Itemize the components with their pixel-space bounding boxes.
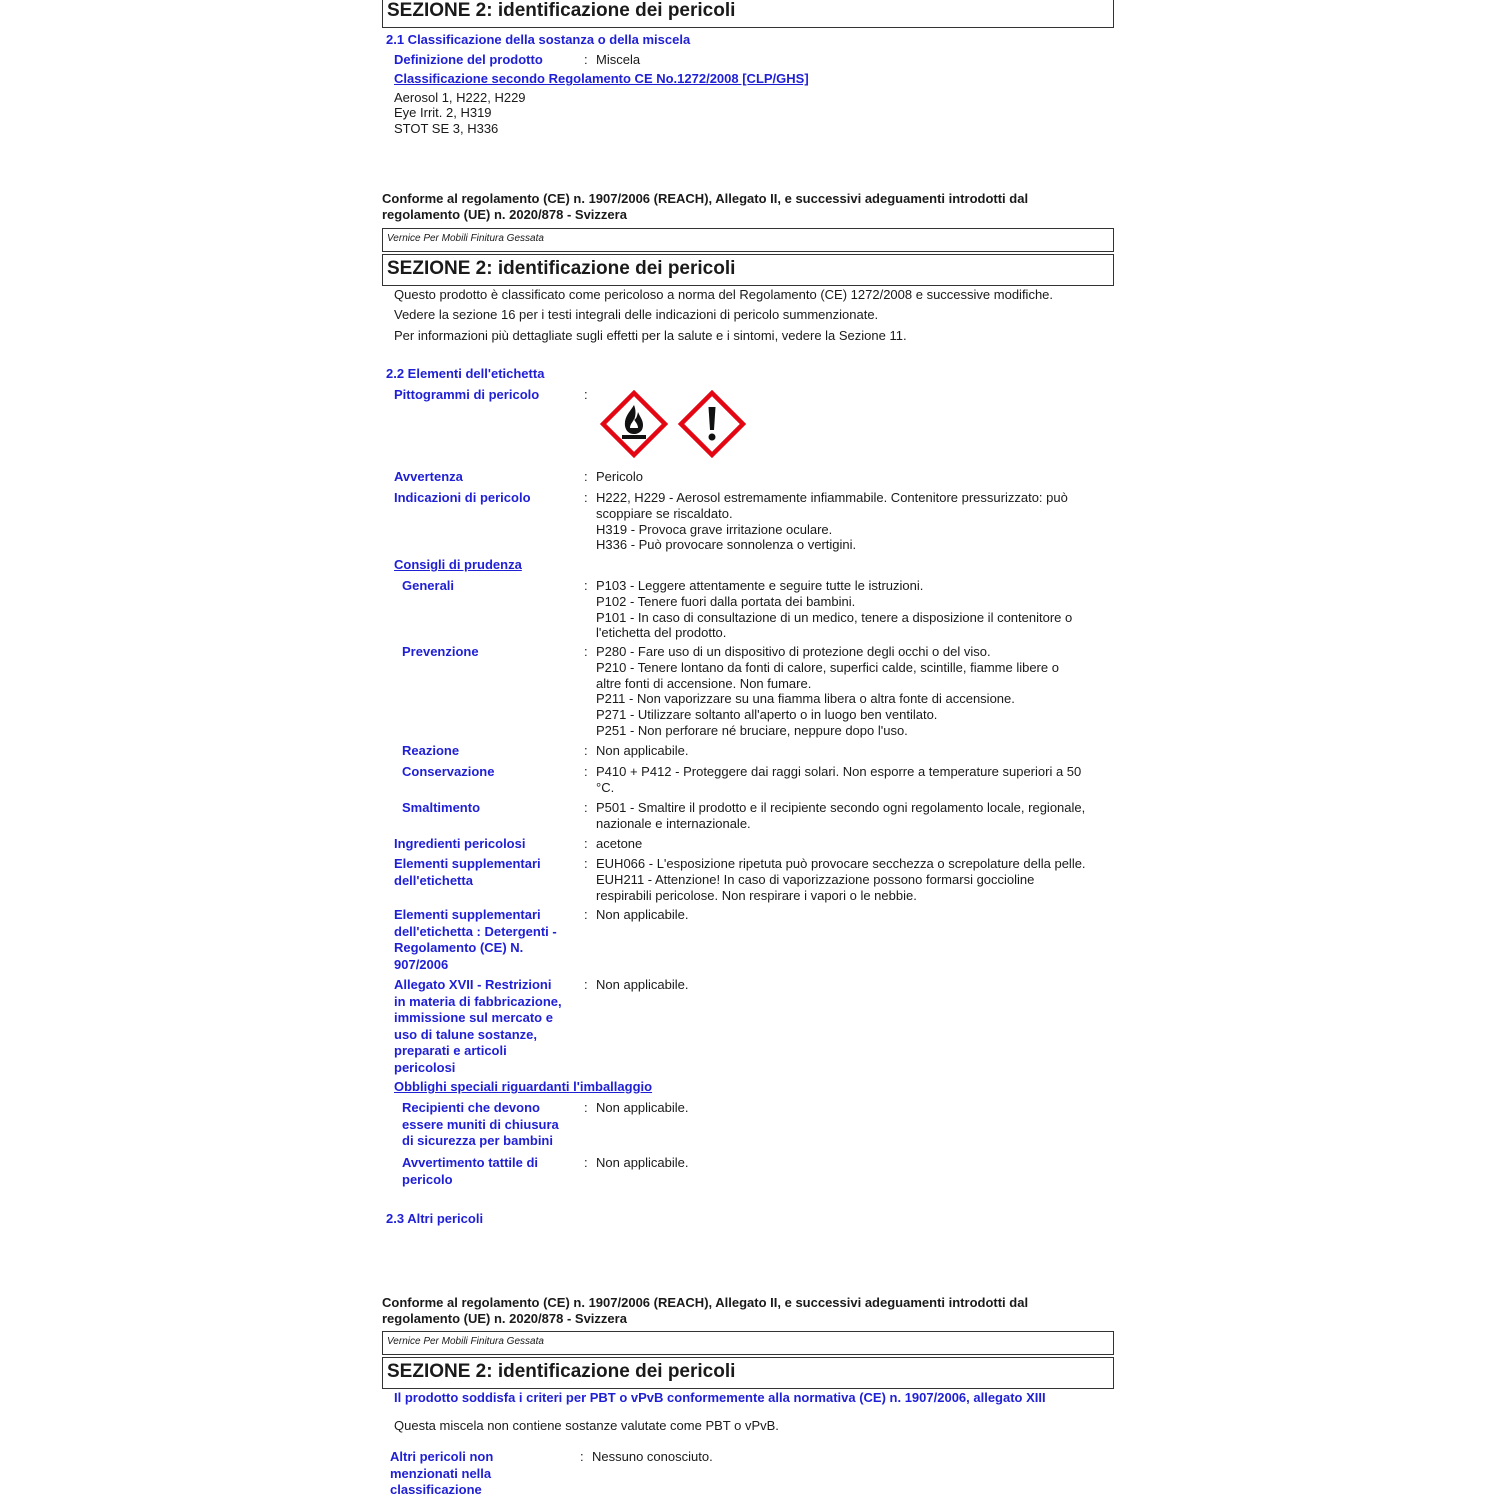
product-name-box: Vernice Per Mobili Finitura Gessata (382, 228, 1114, 252)
colon: : (584, 469, 588, 484)
hazard-pictograms (600, 390, 750, 460)
product-definition-value: Miscela (596, 52, 641, 67)
section-title: SEZIONE 2: identificazione dei pericoli (382, 254, 1114, 286)
subsection-2-3-heading: 2.3 Altri pericoli (386, 1211, 484, 1226)
colon: : (584, 1155, 588, 1170)
classification-line: STOT SE 3, H336 (394, 121, 499, 136)
disposal-label: Smaltimento (402, 800, 481, 815)
colon: : (584, 764, 588, 779)
sds-page (382, 0, 1116, 1500)
colon: : (584, 743, 588, 758)
hazardous-ingredients-label: Ingredienti pericolosi (394, 836, 526, 851)
intro-line: Vedere la sezione 16 per i testi integrali delle indicazioni di pericolo summenzionate. (394, 307, 879, 322)
reaction-value: Non applicabile. (596, 743, 689, 758)
subsection-2-1-heading: 2.1 Classificazione della sostanza o della miscela (386, 32, 691, 47)
subsection-2-2-heading: 2.2 Elementi dell'etichetta (386, 366, 545, 381)
detergents-value: Non applicabile. (596, 907, 689, 922)
precautionary-statements-link[interactable]: Consigli di prudenza (394, 557, 522, 572)
general-statements: P103 - Leggere attentamente e seguire tutte le istruzioni. P102 - Tenere fuori dalla portata dei bambini. P101 - In caso di consultazione di un medico, tenere a disposizione il contenitore o l'etichetta del prodotto. (596, 578, 1073, 641)
supplemental-elements-label: Elementi supplementari dell'etichetta (394, 856, 541, 888)
packaging-obligations-link[interactable]: Obblighi speciali riguardanti l'imballaggio (394, 1079, 653, 1094)
product-definition-label: Definizione del prodotto (394, 52, 543, 67)
pbt-text: Questa miscela non contiene sostanze valutate come PBT o vPvB. (394, 1418, 779, 1433)
colon: : (584, 490, 588, 505)
intro-line: Questo prodotto è classificato come pericoloso a norma del Regolamento (CE) 1272/2008 e successive modifiche. (394, 287, 1054, 302)
product-name-box: Vernice Per Mobili Finitura Gessata (382, 1331, 1114, 1355)
hazardous-ingredients-value: acetone (596, 836, 643, 851)
annex-xvii-value: Non applicabile. (596, 977, 689, 992)
regulation-header: Conforme al regolamento (CE) n. 1907/2006 (REACH), Allegato II, e successivi adeguamenti introdotti dal regolamento (UE) n. 2020/878 - Svizzera (382, 191, 1029, 222)
section-title: SEZIONE 2: identificazione dei pericoli (382, 1357, 1114, 1389)
section-title: SEZIONE 2: identificazione dei pericoli (382, 0, 1114, 28)
supplemental-elements: EUH066 - L'esposizione ripetuta può provocare secchezza o screpolature della pelle. EUH211 - Attenzione! In caso di vaporizzazione possono formarsi goccioline respirabili pericolose. Non respirare i vapori o le nebbie. (596, 856, 1086, 903)
colon: : (584, 856, 588, 871)
reaction-label: Reazione (402, 743, 460, 758)
warning-value: Pericolo (596, 469, 643, 484)
prevention-statements: P280 - Fare uso di un dispositivo di protezione degli occhi o del viso. P210 - Tenere lontano da fonti di calore, superfici calde, scintille, fiamme libere o altre fonti di accensione. Non fumare. P211 - Non vaporizzare su una fiamma libera o altra fonte di accensione. P271 - Utilizzare soltanto all'aperto o in luogo ben ventilato. P251 - Non perforare né bruciare, neppure dopo l'uso. (596, 644, 1059, 738)
disposal-statements: P501 - Smaltire il prodotto e il recipiente secondo ogni regolamento locale, regionale, nazionale e internazionale. (596, 800, 1086, 831)
tactile-warning-label: Avvertimento tattile di pericolo (402, 1155, 539, 1187)
detergents-label: Elementi supplementari dell'etichetta : Detergenti - Regolamento (CE) N. 907/2006 (394, 907, 557, 972)
hazard-statements: H222, H229 - Aerosol estremamente infiammabile. Contenitore pressurizzato: può scoppiare se riscaldato. H319 - Provoca grave irritazione oculare. H336 - Può provocare sonnolenza o vertigini. (596, 490, 1068, 553)
pictogram-label: Pittogrammi di pericolo (394, 387, 540, 402)
child-resistant-value: Non applicabile. (596, 1100, 689, 1115)
general-label: Generali (402, 578, 455, 593)
flame-pictogram-icon (603, 393, 665, 455)
colon: : (584, 1100, 588, 1115)
storage-label: Conservazione (402, 764, 495, 779)
colon: : (584, 578, 588, 593)
intro-line: Per informazioni più dettagliate sugli effetti per la salute e i sintomi, vedere la Sezione 11. (394, 328, 907, 343)
hazard-statements-label: Indicazioni di pericolo (394, 490, 531, 505)
colon: : (584, 907, 588, 922)
child-resistant-label: Recipienti che devono essere muniti di chiusura di sicurezza per bambini (402, 1100, 559, 1148)
regulation-header: Conforme al regolamento (CE) n. 1907/2006 (REACH), Allegato II, e successivi adeguamenti introdotti dal regolamento (UE) n. 2020/878 - Svizzera (382, 1295, 1029, 1326)
tactile-warning-value: Non applicabile. (596, 1155, 689, 1170)
prevention-label: Prevenzione (402, 644, 479, 659)
other-hazards-value: Nessuno conosciuto. (592, 1449, 713, 1464)
colon: : (584, 644, 588, 659)
colon: : (584, 387, 588, 402)
classification-link[interactable]: Classificazione secondo Regolamento CE No.1272/2008 [CLP/GHS] (394, 71, 809, 86)
classification-line: Eye Irrit. 2, H319 (394, 105, 492, 120)
storage-statements: P410 + P412 - Proteggere dai raggi solari. Non esporre a temperature superiori a 50 °C. (596, 764, 1082, 795)
colon: : (584, 52, 588, 67)
exclamation-pictogram-icon (681, 393, 743, 455)
colon: : (580, 1449, 584, 1464)
pbt-heading: Il prodotto soddisfa i criteri per PBT o vPvB conformemente alla normativa (CE) n. 1907/2006, allegato XIII (394, 1390, 1046, 1405)
classification-line: Aerosol 1, H222, H229 (394, 90, 526, 105)
annex-xvii-label: Allegato XVII - Restrizioni in materia di fabbricazione, immissione sul mercato e uso di talune sostanze, preparati e articoli pericolosi (394, 977, 562, 1075)
colon: : (584, 836, 588, 851)
colon: : (584, 800, 588, 815)
colon: : (584, 977, 588, 992)
other-hazards-label: Altri pericoli non menzionati nella classificazione (390, 1449, 494, 1497)
warning-label: Avvertenza (394, 469, 463, 484)
